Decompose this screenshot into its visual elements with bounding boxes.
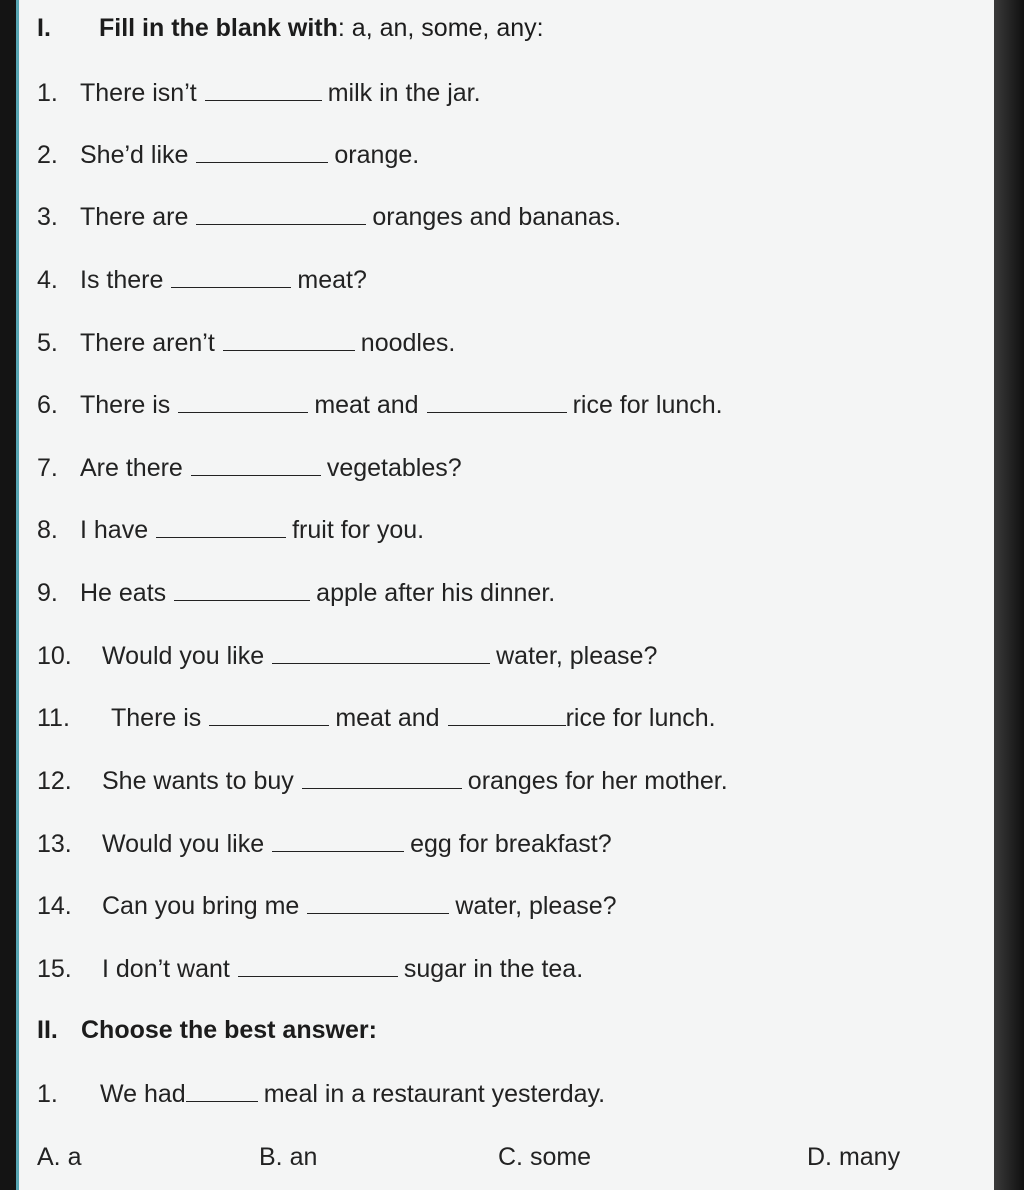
question-text-after: egg for breakfast?	[410, 830, 612, 858]
answer-blank[interactable]	[307, 893, 449, 914]
question-11	[37, 703, 716, 733]
answer-blank[interactable]	[302, 768, 462, 789]
question-text-after: rice for lunch.	[572, 391, 723, 419]
question-number: 6.	[37, 391, 58, 419]
question-number: 13.	[37, 830, 72, 858]
question-7	[37, 453, 462, 483]
answer-blank[interactable]	[156, 517, 286, 538]
question-number: 5.	[37, 329, 58, 357]
question-text-before: I don’t want	[102, 955, 230, 983]
question-text-after: meat?	[297, 266, 367, 294]
option-d[interactable]: D. many	[807, 1143, 901, 1171]
question-text-after: apple after his dinner.	[316, 579, 556, 607]
question-text-before: She wants to buy	[102, 767, 294, 795]
section-2-number: II.	[37, 1016, 58, 1044]
question-text-after: oranges for her mother.	[467, 767, 728, 795]
question-text-after: rice for lunch.	[565, 704, 716, 732]
question-12	[37, 766, 728, 796]
question-14	[37, 891, 617, 921]
question-text-before: Are there	[80, 454, 183, 482]
answer-blank[interactable]	[186, 1081, 258, 1102]
question-number: 12.	[37, 767, 72, 795]
question-text-after: oranges and bananas.	[372, 203, 622, 231]
answer-blank[interactable]	[427, 392, 567, 413]
question-5	[37, 328, 455, 358]
question-number: 15.	[37, 955, 72, 983]
answer-blank[interactable]	[196, 204, 366, 225]
question-number: 7.	[37, 454, 58, 482]
answer-blank[interactable]	[238, 956, 398, 977]
section-1-words: : a, an, some, any:	[337, 14, 544, 42]
section-1-heading	[37, 14, 544, 43]
right-edge-shadow	[994, 0, 1024, 1190]
question-text-after: milk in the jar.	[327, 79, 481, 107]
option-b[interactable]: B. an	[259, 1143, 318, 1171]
option-c[interactable]: C. some	[498, 1143, 592, 1171]
question-6	[37, 390, 723, 420]
question-3	[37, 202, 621, 232]
answer-blank[interactable]	[171, 267, 291, 288]
answer-blank[interactable]	[448, 705, 566, 726]
question-number: 8.	[37, 516, 58, 544]
question-text-after: sugar in the tea.	[403, 955, 584, 983]
question-text-after: fruit for you.	[292, 516, 425, 544]
answer-blank[interactable]	[209, 705, 329, 726]
answer-blank[interactable]	[178, 392, 308, 413]
section-2-title: Choose the best answer:	[81, 1016, 377, 1044]
answer-blank[interactable]	[174, 580, 310, 601]
answer-blank[interactable]	[223, 330, 355, 351]
question-13	[37, 829, 612, 859]
question-9	[37, 578, 555, 608]
worksheet-page	[16, 0, 994, 1190]
question-text-after: orange.	[334, 141, 420, 169]
answer-blank[interactable]	[196, 142, 328, 163]
question-text-before: There aren’t	[80, 329, 215, 357]
question-1	[37, 78, 481, 108]
question-text-before: There isn’t	[80, 79, 197, 107]
question-text-after: noodles.	[360, 329, 456, 357]
question-number: 1.	[37, 79, 58, 107]
question-text-middle: meat and	[314, 391, 419, 419]
question-text-before: She’d like	[80, 141, 189, 169]
question-text-before: He eats	[80, 579, 167, 607]
question-number: 10.	[37, 642, 72, 670]
option-a[interactable]: A. a	[37, 1143, 82, 1171]
question-text-before: Would you like	[102, 830, 265, 858]
question-text-before: Is there	[80, 266, 164, 294]
question-text-before: There is	[111, 704, 202, 732]
answer-blank[interactable]	[191, 455, 321, 476]
question-10	[37, 641, 657, 671]
question-4	[37, 265, 367, 295]
question-text-after: vegetables?	[326, 454, 462, 482]
question-number: 3.	[37, 203, 58, 231]
question-text-after: water, please?	[455, 892, 617, 920]
answer-blank[interactable]	[205, 80, 322, 101]
question-15	[37, 954, 583, 984]
section-2-heading	[37, 1016, 377, 1045]
question-8	[37, 515, 424, 545]
question-text-before: We had	[100, 1080, 186, 1108]
question-number: 4.	[37, 266, 58, 294]
section-1-title: Fill in the blank with	[99, 14, 338, 42]
question-text-before: There are	[80, 203, 189, 231]
question-text-before: I have	[80, 516, 149, 544]
question-number: 9.	[37, 579, 58, 607]
question-text-before: Would you like	[102, 642, 265, 670]
question-number: 1.	[37, 1080, 58, 1108]
question-text-after: water, please?	[496, 642, 658, 670]
question-text-before: Can you bring me	[102, 892, 300, 920]
question-text-middle: meat and	[335, 704, 440, 732]
mc-question-1	[37, 1079, 605, 1109]
answer-blank[interactable]	[272, 643, 490, 664]
question-text-after: meal in a restaurant yesterday.	[263, 1080, 606, 1108]
question-number: 14.	[37, 892, 72, 920]
question-number: 11.	[37, 704, 70, 732]
question-text-before: There is	[80, 391, 171, 419]
question-2	[37, 140, 419, 170]
question-number: 2.	[37, 141, 58, 169]
answer-blank[interactable]	[272, 831, 404, 852]
section-1-number: I.	[37, 14, 51, 42]
